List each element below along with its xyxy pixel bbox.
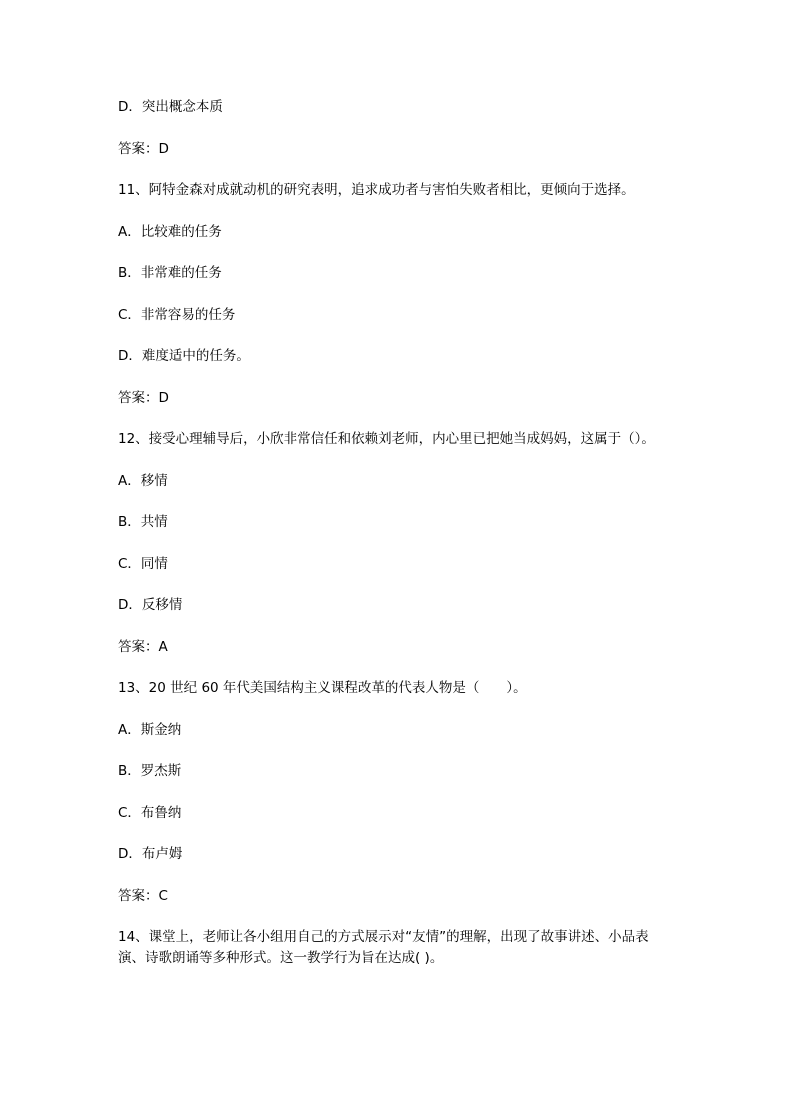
option-11-d: D．难度适中的任务。 <box>118 348 250 364</box>
answer-13: 答案：C <box>118 887 168 904</box>
option-10-d: D．突出概念本质 <box>118 99 223 115</box>
question-11: 11、阿特金森对成就动机的研究表明，追求成功者与害怕失败者相比，更倾向于选择。 <box>118 182 635 198</box>
document-page <box>118 97 670 990</box>
option-11-c: C．非常容易的任务 <box>118 306 236 323</box>
question-14: 14、课堂上，老师让各小组用自己的方式展示对“友情”的理解，出现了故事讲述、小品表演、诗歌朗诵等多种形式。这一教学行为旨在达成( )。 <box>118 929 649 966</box>
option-11-a: A．比较难的任务 <box>118 223 222 240</box>
option-12-a: A．移情 <box>118 472 168 489</box>
option-13-d: D．布卢姆 <box>118 846 183 862</box>
option-13-b: B．罗杰斯 <box>118 763 182 779</box>
question-12: 12、接受心理辅导后，小欣非常信任和依赖刘老师，内心里已把她当成妈妈，这属于（）。 <box>118 431 655 447</box>
option-12-d: D．反移情 <box>118 597 183 613</box>
option-13-c: C．布鲁纳 <box>118 804 182 821</box>
question-13: 13、20 世纪 60 年代美国结构主义课程改革的代表人物是（ ）。 <box>118 680 527 696</box>
answer-10: 答案：D <box>118 140 169 157</box>
option-12-b: B．共情 <box>118 514 168 530</box>
answer-11: 答案：D <box>118 389 169 406</box>
option-12-c: C．同情 <box>118 555 168 572</box>
option-13-a: A．斯金纳 <box>118 721 182 738</box>
option-11-b: B．非常难的任务 <box>118 265 222 281</box>
answer-12: 答案：A <box>118 638 168 655</box>
